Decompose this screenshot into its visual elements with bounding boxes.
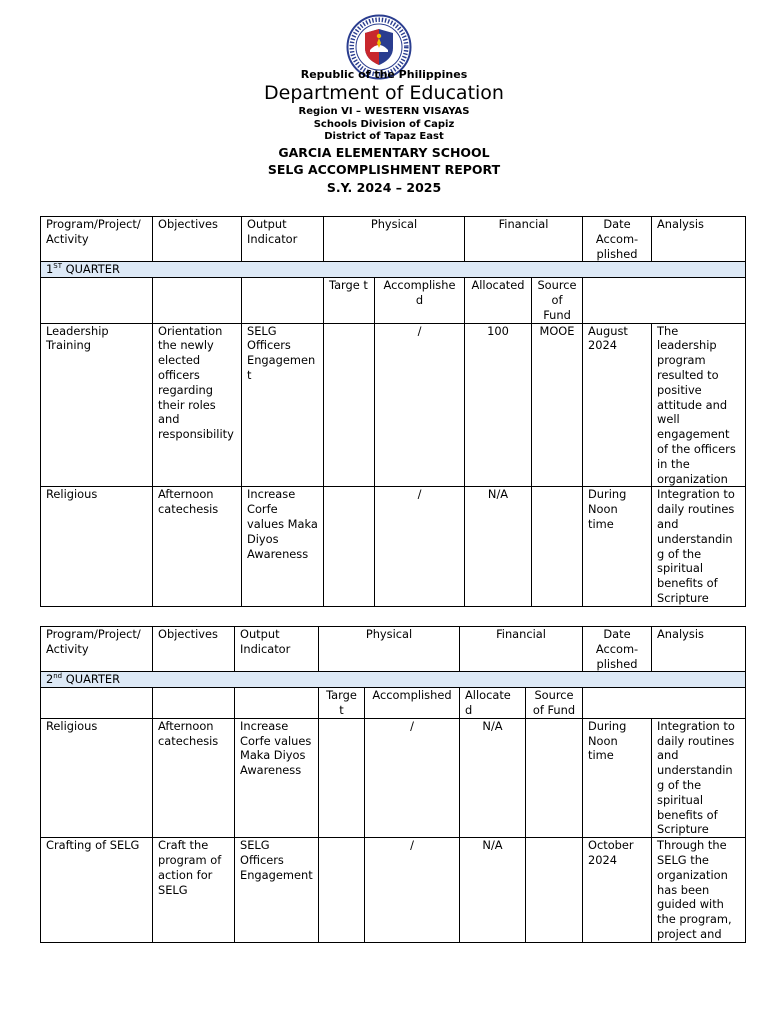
col-program: Program/Project/ Activity: [41, 217, 153, 262]
cell-accomplished: /: [365, 718, 460, 837]
col-physical: Physical: [324, 217, 465, 262]
col-objectives: Objectives: [153, 627, 235, 672]
cell-date: August 2024: [583, 323, 652, 487]
cell-target: [319, 718, 365, 837]
sub-header-row: [41, 688, 746, 719]
table-row: [41, 838, 746, 943]
cell-objectives: Orientation the newly elected officers regarding their roles and responsibility: [153, 323, 242, 487]
cell-analysis: The leadership program resulted to positive attitude and well engagement of the officers in the organization: [652, 323, 746, 487]
quarter-label: 1ST QUARTER: [41, 262, 746, 278]
table-header-row: [41, 627, 746, 672]
col-output-indicator: Output Indicator: [235, 627, 319, 672]
cell-objectives: Afternoon catechesis: [153, 718, 235, 837]
sub-accomplished: Accomplished: [365, 688, 460, 719]
report-table-q2: [40, 626, 746, 943]
region-label: Region VI – WESTERN VISAYAS: [298, 106, 470, 117]
table-row: [41, 323, 746, 487]
cell-source: [526, 838, 583, 943]
cell-analysis: Through the SELG the organization has been guided with the program, project and: [652, 838, 746, 943]
cell-allocated: N/A: [460, 718, 526, 837]
col-output-indicator: Output Indicator: [242, 217, 324, 262]
cell-date: During Noon time: [583, 487, 652, 606]
quarter-row: [41, 262, 746, 278]
table-row: [41, 487, 746, 606]
col-date-accomplished: Date Accom-plished: [583, 217, 652, 262]
col-analysis: Analysis: [652, 627, 746, 672]
cell-accomplished: /: [375, 323, 465, 487]
cell-accomplished: /: [365, 838, 460, 943]
division-label: Schools Division of Capiz: [313, 118, 455, 130]
sub-source-of-fund: Source of Fund: [526, 688, 583, 719]
cell-allocated: 100: [465, 323, 532, 487]
report-title: SELG ACCOMPLISHMENT REPORT: [267, 162, 501, 177]
col-financial: Financial: [465, 217, 583, 262]
quarter-row: [41, 672, 746, 688]
sub-allocated: Allocated: [465, 278, 532, 323]
district-label: District of Tapaz East: [324, 131, 444, 142]
cell-source: [526, 718, 583, 837]
cell-analysis: Integration to daily routines and understandin g of the spiritual benefits of Scripture: [652, 487, 746, 606]
col-program: Program/Project/ Activity: [41, 627, 153, 672]
cell-source: MOOE: [532, 323, 583, 487]
cell-program: Religious: [41, 718, 153, 837]
col-objectives: Objectives: [153, 217, 242, 262]
cell-target: [324, 323, 375, 487]
cell-source: [532, 487, 583, 606]
cell-output: Increase Corfe values Maka Diyos Awareness: [235, 718, 319, 837]
sub-header-row: [41, 278, 746, 323]
cell-target: [319, 838, 365, 943]
sub-allocated: Allocate d: [460, 688, 526, 719]
department-title: Department of Education: [264, 82, 504, 104]
cell-analysis: Integration to daily routines and understandin g of the spiritual benefits of Scripture: [652, 718, 746, 837]
sub-target: Targe t: [324, 278, 375, 323]
quarter-label: 2nd QUARTER: [41, 672, 746, 688]
col-analysis: Analysis: [652, 217, 746, 262]
republic-label: Republic of the Philippines: [300, 68, 468, 81]
cell-date: October 2024: [583, 838, 652, 943]
table-row: [41, 718, 746, 837]
cell-program: Leadership Training: [41, 323, 153, 487]
cell-allocated: N/A: [460, 838, 526, 943]
cell-output: SELG Officers Engagement: [235, 838, 319, 943]
cell-output: SELG Officers Engagement: [242, 323, 324, 487]
cell-target: [324, 487, 375, 606]
school-name: GARCIA ELEMENTARY SCHOOL: [278, 144, 490, 160]
cell-program: Religious: [41, 487, 153, 606]
col-date-accomplished: Date Accom-plished: [583, 627, 652, 672]
cell-accomplished: /: [375, 487, 465, 606]
col-physical: Physical: [319, 627, 460, 672]
cell-objectives: Afternoon catechesis: [153, 487, 242, 606]
report-table-q1: [40, 216, 746, 607]
cell-program: Crafting of SELG: [41, 838, 153, 943]
sub-accomplished: Accomplished: [375, 278, 465, 323]
col-financial: Financial: [460, 627, 583, 672]
document-header: [0, 68, 768, 196]
school-year: S.Y. 2024 – 2025: [326, 179, 442, 195]
sub-source-of-fund: Source of Fund: [532, 278, 583, 323]
cell-date: During Noon time: [583, 718, 652, 837]
cell-output: Increase Corfe values Maka Diyos Awareness: [242, 487, 324, 606]
cell-objectives: Craft the program of action for SELG: [153, 838, 235, 943]
sub-target: Target: [319, 688, 365, 719]
table-header-row: [41, 217, 746, 262]
cell-allocated: N/A: [465, 487, 532, 606]
